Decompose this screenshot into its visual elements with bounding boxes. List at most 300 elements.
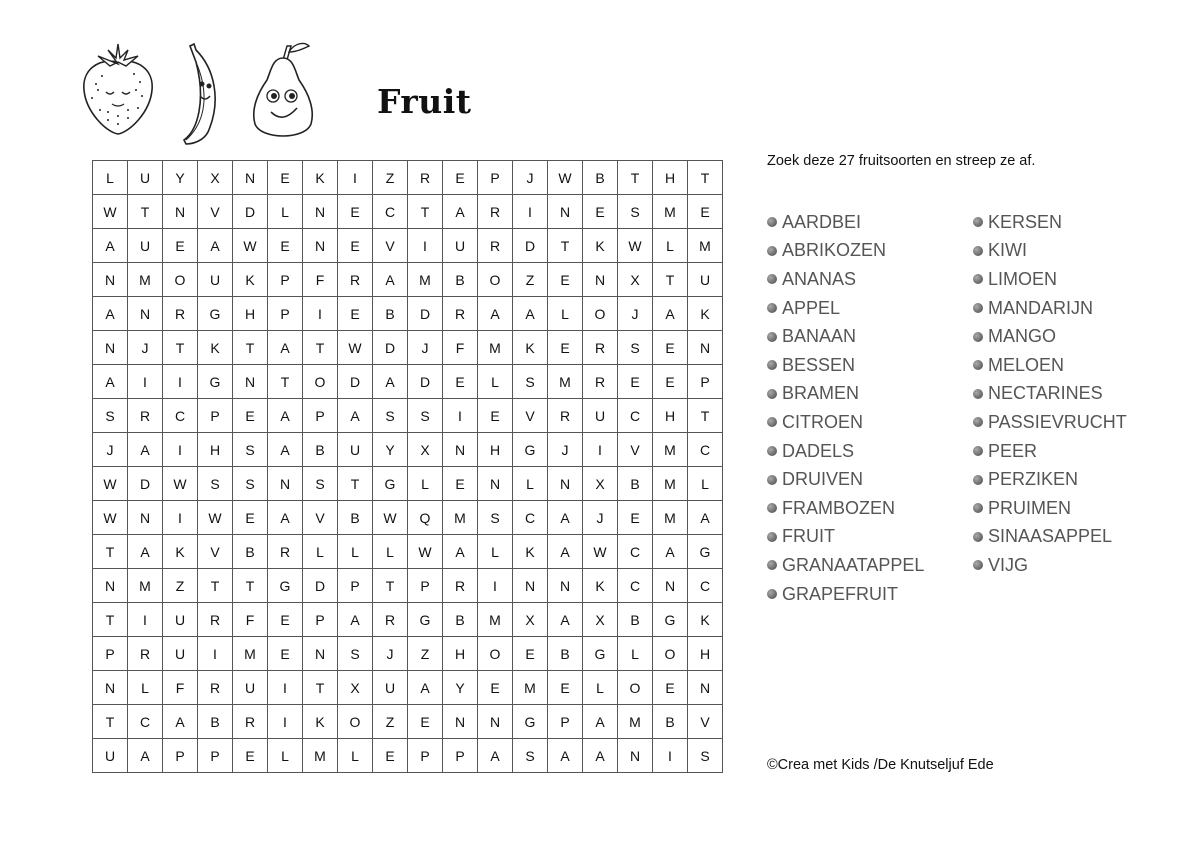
grid-cell[interactable]: R: [443, 569, 478, 603]
grid-cell[interactable]: L: [373, 535, 408, 569]
grid-cell[interactable]: G: [198, 365, 233, 399]
grid-cell[interactable]: I: [268, 705, 303, 739]
grid-cell[interactable]: T: [93, 535, 128, 569]
grid-cell[interactable]: Z: [408, 637, 443, 671]
grid-cell[interactable]: A: [128, 535, 163, 569]
grid-cell[interactable]: E: [513, 637, 548, 671]
grid-cell[interactable]: L: [653, 229, 688, 263]
grid-cell[interactable]: M: [653, 467, 688, 501]
grid-cell[interactable]: D: [513, 229, 548, 263]
grid-cell[interactable]: N: [268, 467, 303, 501]
grid-cell[interactable]: Z: [513, 263, 548, 297]
grid-cell[interactable]: E: [338, 297, 373, 331]
grid-cell[interactable]: A: [373, 365, 408, 399]
grid-cell[interactable]: X: [198, 161, 233, 195]
grid-cell[interactable]: W: [408, 535, 443, 569]
grid-cell[interactable]: N: [688, 671, 723, 705]
grid-cell[interactable]: Z: [163, 569, 198, 603]
grid-cell[interactable]: L: [478, 535, 513, 569]
grid-cell[interactable]: U: [373, 671, 408, 705]
grid-cell[interactable]: M: [618, 705, 653, 739]
grid-cell[interactable]: M: [653, 433, 688, 467]
grid-cell[interactable]: E: [653, 671, 688, 705]
grid-cell[interactable]: S: [688, 739, 723, 773]
grid-cell[interactable]: M: [548, 365, 583, 399]
grid-cell[interactable]: T: [408, 195, 443, 229]
grid-cell[interactable]: A: [268, 399, 303, 433]
grid-cell[interactable]: B: [443, 263, 478, 297]
grid-cell[interactable]: J: [408, 331, 443, 365]
grid-cell[interactable]: U: [93, 739, 128, 773]
grid-cell[interactable]: C: [513, 501, 548, 535]
grid-cell[interactable]: P: [338, 569, 373, 603]
grid-cell[interactable]: G: [653, 603, 688, 637]
grid-cell[interactable]: E: [548, 671, 583, 705]
grid-cell[interactable]: O: [163, 263, 198, 297]
grid-cell[interactable]: A: [478, 739, 513, 773]
grid-cell[interactable]: E: [268, 637, 303, 671]
grid-cell[interactable]: A: [583, 705, 618, 739]
grid-cell[interactable]: B: [653, 705, 688, 739]
grid-cell[interactable]: I: [268, 671, 303, 705]
grid-cell[interactable]: B: [618, 603, 653, 637]
grid-cell[interactable]: L: [128, 671, 163, 705]
grid-cell[interactable]: X: [583, 467, 618, 501]
grid-cell[interactable]: I: [443, 399, 478, 433]
grid-cell[interactable]: N: [303, 195, 338, 229]
grid-cell[interactable]: T: [93, 603, 128, 637]
grid-cell[interactable]: R: [408, 161, 443, 195]
grid-cell[interactable]: E: [618, 501, 653, 535]
grid-cell[interactable]: N: [688, 331, 723, 365]
grid-cell[interactable]: K: [688, 297, 723, 331]
grid-cell[interactable]: C: [688, 433, 723, 467]
grid-cell[interactable]: T: [688, 399, 723, 433]
grid-cell[interactable]: A: [443, 535, 478, 569]
grid-cell[interactable]: J: [373, 637, 408, 671]
grid-cell[interactable]: O: [653, 637, 688, 671]
grid-cell[interactable]: W: [373, 501, 408, 535]
grid-cell[interactable]: B: [583, 161, 618, 195]
grid-cell[interactable]: P: [163, 739, 198, 773]
grid-cell[interactable]: T: [93, 705, 128, 739]
grid-cell[interactable]: T: [128, 195, 163, 229]
grid-cell[interactable]: P: [478, 161, 513, 195]
grid-cell[interactable]: I: [198, 637, 233, 671]
grid-cell[interactable]: Q: [408, 501, 443, 535]
grid-cell[interactable]: N: [618, 739, 653, 773]
grid-cell[interactable]: J: [128, 331, 163, 365]
grid-cell[interactable]: B: [373, 297, 408, 331]
grid-cell[interactable]: H: [653, 399, 688, 433]
grid-cell[interactable]: H: [198, 433, 233, 467]
grid-cell[interactable]: M: [233, 637, 268, 671]
grid-cell[interactable]: D: [128, 467, 163, 501]
grid-cell[interactable]: R: [548, 399, 583, 433]
grid-cell[interactable]: Y: [163, 161, 198, 195]
grid-cell[interactable]: O: [478, 263, 513, 297]
grid-cell[interactable]: L: [618, 637, 653, 671]
grid-cell[interactable]: P: [688, 365, 723, 399]
grid-cell[interactable]: E: [443, 467, 478, 501]
grid-cell[interactable]: X: [618, 263, 653, 297]
grid-cell[interactable]: M: [478, 603, 513, 637]
grid-cell[interactable]: V: [618, 433, 653, 467]
grid-cell[interactable]: R: [583, 365, 618, 399]
grid-cell[interactable]: Y: [443, 671, 478, 705]
grid-cell[interactable]: N: [548, 569, 583, 603]
grid-cell[interactable]: W: [93, 467, 128, 501]
grid-cell[interactable]: X: [583, 603, 618, 637]
grid-cell[interactable]: F: [163, 671, 198, 705]
grid-cell[interactable]: O: [618, 671, 653, 705]
grid-cell[interactable]: A: [93, 365, 128, 399]
grid-cell[interactable]: C: [618, 535, 653, 569]
grid-cell[interactable]: H: [653, 161, 688, 195]
grid-cell[interactable]: P: [303, 399, 338, 433]
grid-cell[interactable]: C: [618, 569, 653, 603]
grid-cell[interactable]: A: [653, 535, 688, 569]
grid-cell[interactable]: T: [688, 161, 723, 195]
grid-cell[interactable]: O: [303, 365, 338, 399]
grid-cell[interactable]: S: [408, 399, 443, 433]
grid-cell[interactable]: E: [443, 161, 478, 195]
grid-cell[interactable]: W: [338, 331, 373, 365]
grid-cell[interactable]: U: [688, 263, 723, 297]
grid-cell[interactable]: N: [583, 263, 618, 297]
grid-cell[interactable]: K: [303, 161, 338, 195]
grid-cell[interactable]: E: [338, 195, 373, 229]
grid-cell[interactable]: M: [408, 263, 443, 297]
grid-cell[interactable]: K: [513, 535, 548, 569]
grid-cell[interactable]: J: [93, 433, 128, 467]
grid-cell[interactable]: E: [548, 263, 583, 297]
grid-cell[interactable]: I: [653, 739, 688, 773]
grid-cell[interactable]: E: [163, 229, 198, 263]
grid-cell[interactable]: L: [93, 161, 128, 195]
grid-cell[interactable]: A: [338, 603, 373, 637]
grid-cell[interactable]: U: [233, 671, 268, 705]
grid-cell[interactable]: S: [618, 195, 653, 229]
grid-cell[interactable]: T: [303, 331, 338, 365]
grid-cell[interactable]: E: [233, 501, 268, 535]
grid-cell[interactable]: W: [93, 501, 128, 535]
grid-cell[interactable]: A: [128, 433, 163, 467]
grid-cell[interactable]: W: [618, 229, 653, 263]
grid-cell[interactable]: T: [618, 161, 653, 195]
grid-cell[interactable]: X: [338, 671, 373, 705]
grid-cell[interactable]: S: [93, 399, 128, 433]
grid-cell[interactable]: N: [93, 671, 128, 705]
grid-cell[interactable]: K: [163, 535, 198, 569]
grid-cell[interactable]: T: [233, 569, 268, 603]
grid-cell[interactable]: C: [163, 399, 198, 433]
grid-cell[interactable]: O: [583, 297, 618, 331]
grid-cell[interactable]: N: [478, 467, 513, 501]
grid-cell[interactable]: P: [443, 739, 478, 773]
grid-cell[interactable]: B: [548, 637, 583, 671]
grid-cell[interactable]: N: [233, 365, 268, 399]
grid-cell[interactable]: N: [128, 501, 163, 535]
grid-cell[interactable]: I: [163, 433, 198, 467]
grid-cell[interactable]: G: [513, 433, 548, 467]
grid-cell[interactable]: A: [268, 331, 303, 365]
grid-cell[interactable]: N: [443, 433, 478, 467]
grid-cell[interactable]: J: [548, 433, 583, 467]
grid-cell[interactable]: M: [128, 263, 163, 297]
grid-cell[interactable]: M: [513, 671, 548, 705]
grid-cell[interactable]: F: [303, 263, 338, 297]
grid-cell[interactable]: V: [198, 535, 233, 569]
grid-cell[interactable]: F: [443, 331, 478, 365]
grid-cell[interactable]: I: [163, 365, 198, 399]
grid-cell[interactable]: G: [408, 603, 443, 637]
grid-cell[interactable]: N: [163, 195, 198, 229]
grid-cell[interactable]: E: [653, 365, 688, 399]
grid-cell[interactable]: N: [478, 705, 513, 739]
grid-cell[interactable]: W: [233, 229, 268, 263]
grid-cell[interactable]: H: [688, 637, 723, 671]
grid-cell[interactable]: I: [338, 161, 373, 195]
grid-cell[interactable]: G: [198, 297, 233, 331]
grid-cell[interactable]: T: [163, 331, 198, 365]
grid-cell[interactable]: E: [548, 331, 583, 365]
grid-cell[interactable]: D: [303, 569, 338, 603]
grid-cell[interactable]: M: [478, 331, 513, 365]
grid-cell[interactable]: U: [443, 229, 478, 263]
grid-cell[interactable]: S: [338, 637, 373, 671]
grid-cell[interactable]: N: [548, 467, 583, 501]
grid-cell[interactable]: S: [233, 433, 268, 467]
grid-cell[interactable]: T: [198, 569, 233, 603]
grid-cell[interactable]: Y: [373, 433, 408, 467]
grid-cell[interactable]: A: [688, 501, 723, 535]
grid-cell[interactable]: J: [618, 297, 653, 331]
grid-cell[interactable]: L: [408, 467, 443, 501]
grid-cell[interactable]: A: [548, 603, 583, 637]
grid-cell[interactable]: W: [163, 467, 198, 501]
grid-cell[interactable]: L: [583, 671, 618, 705]
grid-cell[interactable]: P: [198, 399, 233, 433]
grid-cell[interactable]: L: [548, 297, 583, 331]
grid-cell[interactable]: A: [478, 297, 513, 331]
grid-cell[interactable]: B: [233, 535, 268, 569]
grid-cell[interactable]: L: [303, 535, 338, 569]
grid-cell[interactable]: T: [338, 467, 373, 501]
grid-cell[interactable]: R: [583, 331, 618, 365]
grid-cell[interactable]: G: [688, 535, 723, 569]
grid-cell[interactable]: U: [128, 161, 163, 195]
grid-cell[interactable]: D: [233, 195, 268, 229]
grid-cell[interactable]: E: [478, 671, 513, 705]
grid-cell[interactable]: B: [338, 501, 373, 535]
grid-cell[interactable]: V: [373, 229, 408, 263]
grid-cell[interactable]: E: [443, 365, 478, 399]
grid-cell[interactable]: E: [373, 739, 408, 773]
grid-cell[interactable]: U: [198, 263, 233, 297]
grid-cell[interactable]: D: [373, 331, 408, 365]
grid-cell[interactable]: A: [268, 433, 303, 467]
grid-cell[interactable]: P: [548, 705, 583, 739]
grid-cell[interactable]: K: [198, 331, 233, 365]
grid-cell[interactable]: A: [513, 297, 548, 331]
grid-cell[interactable]: G: [268, 569, 303, 603]
grid-cell[interactable]: R: [233, 705, 268, 739]
grid-cell[interactable]: C: [373, 195, 408, 229]
grid-cell[interactable]: N: [653, 569, 688, 603]
grid-cell[interactable]: O: [338, 705, 373, 739]
grid-cell[interactable]: T: [233, 331, 268, 365]
grid-cell[interactable]: R: [163, 297, 198, 331]
grid-cell[interactable]: R: [338, 263, 373, 297]
grid-cell[interactable]: N: [443, 705, 478, 739]
grid-cell[interactable]: L: [478, 365, 513, 399]
grid-cell[interactable]: P: [198, 739, 233, 773]
grid-cell[interactable]: K: [513, 331, 548, 365]
grid-cell[interactable]: A: [443, 195, 478, 229]
grid-cell[interactable]: A: [548, 501, 583, 535]
grid-cell[interactable]: H: [443, 637, 478, 671]
grid-cell[interactable]: K: [583, 569, 618, 603]
grid-cell[interactable]: G: [513, 705, 548, 739]
grid-cell[interactable]: S: [513, 365, 548, 399]
grid-cell[interactable]: E: [408, 705, 443, 739]
grid-cell[interactable]: P: [268, 263, 303, 297]
grid-cell[interactable]: E: [233, 399, 268, 433]
grid-cell[interactable]: Z: [373, 705, 408, 739]
grid-cell[interactable]: K: [688, 603, 723, 637]
grid-cell[interactable]: P: [268, 297, 303, 331]
grid-cell[interactable]: P: [408, 569, 443, 603]
grid-cell[interactable]: S: [303, 467, 338, 501]
grid-cell[interactable]: I: [583, 433, 618, 467]
grid-cell[interactable]: V: [198, 195, 233, 229]
grid-cell[interactable]: C: [128, 705, 163, 739]
grid-cell[interactable]: I: [128, 365, 163, 399]
grid-cell[interactable]: S: [513, 739, 548, 773]
grid-cell[interactable]: H: [478, 433, 513, 467]
grid-cell[interactable]: E: [268, 229, 303, 263]
grid-cell[interactable]: G: [373, 467, 408, 501]
grid-cell[interactable]: E: [268, 603, 303, 637]
grid-cell[interactable]: M: [443, 501, 478, 535]
grid-cell[interactable]: D: [408, 365, 443, 399]
grid-cell[interactable]: N: [303, 637, 338, 671]
grid-cell[interactable]: B: [443, 603, 478, 637]
grid-cell[interactable]: V: [688, 705, 723, 739]
grid-cell[interactable]: A: [408, 671, 443, 705]
grid-cell[interactable]: E: [478, 399, 513, 433]
grid-cell[interactable]: R: [198, 671, 233, 705]
grid-cell[interactable]: S: [198, 467, 233, 501]
grid-cell[interactable]: P: [408, 739, 443, 773]
grid-cell[interactable]: R: [268, 535, 303, 569]
grid-cell[interactable]: O: [478, 637, 513, 671]
grid-cell[interactable]: X: [513, 603, 548, 637]
grid-cell[interactable]: C: [618, 399, 653, 433]
grid-cell[interactable]: E: [233, 739, 268, 773]
grid-cell[interactable]: A: [93, 297, 128, 331]
grid-cell[interactable]: K: [303, 705, 338, 739]
grid-cell[interactable]: T: [268, 365, 303, 399]
grid-cell[interactable]: D: [338, 365, 373, 399]
grid-cell[interactable]: J: [583, 501, 618, 535]
grid-cell[interactable]: A: [268, 501, 303, 535]
grid-cell[interactable]: B: [618, 467, 653, 501]
grid-cell[interactable]: R: [198, 603, 233, 637]
grid-cell[interactable]: A: [373, 263, 408, 297]
grid-cell[interactable]: P: [93, 637, 128, 671]
grid-cell[interactable]: I: [513, 195, 548, 229]
grid-cell[interactable]: C: [688, 569, 723, 603]
grid-cell[interactable]: W: [198, 501, 233, 535]
grid-cell[interactable]: I: [303, 297, 338, 331]
grid-cell[interactable]: U: [583, 399, 618, 433]
grid-cell[interactable]: S: [373, 399, 408, 433]
grid-cell[interactable]: L: [268, 195, 303, 229]
grid-cell[interactable]: B: [198, 705, 233, 739]
grid-cell[interactable]: A: [653, 297, 688, 331]
grid-cell[interactable]: V: [303, 501, 338, 535]
grid-cell[interactable]: E: [268, 161, 303, 195]
grid-cell[interactable]: I: [478, 569, 513, 603]
grid-cell[interactable]: A: [548, 535, 583, 569]
grid-cell[interactable]: W: [583, 535, 618, 569]
grid-cell[interactable]: E: [688, 195, 723, 229]
grid-cell[interactable]: N: [128, 297, 163, 331]
grid-cell[interactable]: N: [303, 229, 338, 263]
grid-cell[interactable]: G: [583, 637, 618, 671]
grid-cell[interactable]: T: [303, 671, 338, 705]
grid-cell[interactable]: P: [303, 603, 338, 637]
grid-cell[interactable]: H: [233, 297, 268, 331]
grid-cell[interactable]: N: [93, 569, 128, 603]
grid-cell[interactable]: A: [198, 229, 233, 263]
grid-cell[interactable]: V: [513, 399, 548, 433]
grid-cell[interactable]: E: [338, 229, 373, 263]
grid-cell[interactable]: M: [688, 229, 723, 263]
grid-cell[interactable]: A: [93, 229, 128, 263]
grid-cell[interactable]: A: [128, 739, 163, 773]
grid-cell[interactable]: R: [478, 229, 513, 263]
grid-cell[interactable]: R: [373, 603, 408, 637]
grid-cell[interactable]: W: [93, 195, 128, 229]
grid-cell[interactable]: T: [653, 263, 688, 297]
grid-cell[interactable]: A: [583, 739, 618, 773]
grid-cell[interactable]: L: [338, 535, 373, 569]
grid-cell[interactable]: A: [163, 705, 198, 739]
grid-cell[interactable]: N: [93, 331, 128, 365]
grid-cell[interactable]: U: [163, 637, 198, 671]
grid-cell[interactable]: N: [548, 195, 583, 229]
grid-cell[interactable]: T: [373, 569, 408, 603]
grid-cell[interactable]: E: [583, 195, 618, 229]
grid-cell[interactable]: U: [128, 229, 163, 263]
grid-cell[interactable]: F: [233, 603, 268, 637]
grid-cell[interactable]: W: [548, 161, 583, 195]
grid-cell[interactable]: J: [513, 161, 548, 195]
grid-cell[interactable]: A: [548, 739, 583, 773]
grid-cell[interactable]: I: [163, 501, 198, 535]
grid-cell[interactable]: B: [303, 433, 338, 467]
grid-cell[interactable]: U: [338, 433, 373, 467]
grid-cell[interactable]: N: [513, 569, 548, 603]
grid-cell[interactable]: D: [408, 297, 443, 331]
grid-cell[interactable]: M: [303, 739, 338, 773]
grid-cell[interactable]: L: [268, 739, 303, 773]
grid-cell[interactable]: A: [338, 399, 373, 433]
grid-cell[interactable]: N: [233, 161, 268, 195]
